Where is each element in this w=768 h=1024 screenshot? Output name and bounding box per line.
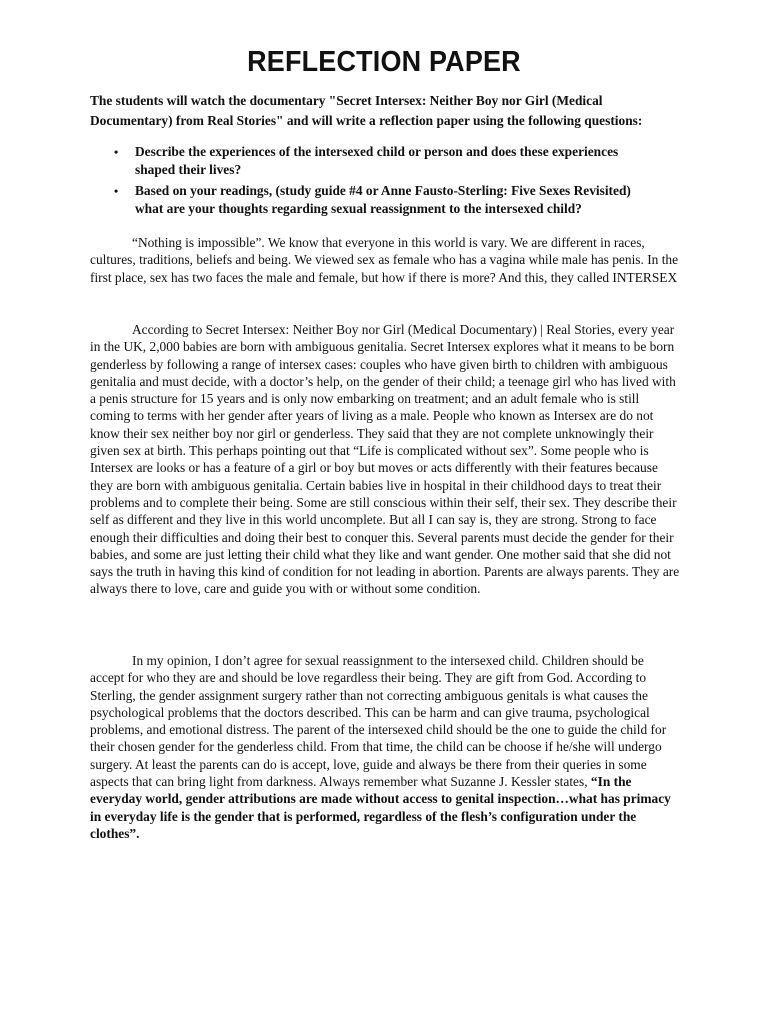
body-paragraph — [90, 652, 680, 842]
question-text: Based on your readings, (study guide #4 or Anne Fausto-Sterling: Five Sexes Revisited) what are your thoughts regarding sexual reassignment to the intersexed child? — [135, 183, 631, 216]
question-text: Describe the experiences of the intersexed child or person and does these experiences shaped their lives? — [135, 144, 619, 177]
question-item — [90, 143, 650, 179]
question-list — [90, 143, 650, 221]
body-paragraph: “Nothing is impossible”. We know that everyone in this world is vary. We are different in races, cultures, traditions, beliefs and being. We viewed sex as female who has a vagina while male has penis. In the first place, sex has two faces the male and female, but how if there is more? And this, they called INTERSEX — [90, 235, 679, 285]
intro-instructions: The students will watch the documentary "Secret Intersex: Neither Boy nor Girl (Medical Documentary) from Real Stories" and will write a reflection paper using the following questions: — [90, 93, 643, 128]
page-title: REFLECTION PAPER — [247, 46, 521, 78]
bullet-icon: • — [114, 184, 119, 198]
paragraph-text: In my opinion, I don’t agree for sexual reassignment to the intersexed child. Children should be accept for who they are and should be love regardless their being. They are gift from God. According to Sterling, the gender assignment surgery rather than not correcting ambiguous genitals is what causes the psychological problems that the doctors described. This can be harm and can give trauma, psychological problems, and emotional distress. The parent of the intersexed child should be the one to guide the child for their chosen gender for the genderless child. From that time, the child can be choose if he/she will undergo surgery. At least the parents can do is accept, love, guide and always be there from their queries in some aspects that can bring light from darkness. Always remember what Suzanne J. Kessler states, — [90, 653, 667, 790]
question-item — [90, 182, 650, 218]
bullet-icon: • — [114, 145, 119, 159]
body-paragraph: According to Secret Intersex: Neither Boy nor Girl (Medical Documentary) | Real Stories, every year in the UK, 2,000 babies are born with ambiguous genitalia. Secret Intersex explores what it means to be born genderless by following a range of intersex cases: couples who have given birth to children with ambiguous genitalia and must decide, with a doctor’s help, on the gender of their child; a teenage girl who has lived with a penis structure for 15 years and is only now embarking on treatment; and an adult female who is still coming to terms with her gender after years of living as a male. People who known as Intersex are do not know their sex neither boy nor girl or genderless. They said that they are not complete unknowingly their given sex at birth. This perhaps pointing out that “Life is complicated without sex”. Some people who is Intersex are looks or has a feature of a girl or boy but moves or acts differently with their features because they are born with ambiguous genitalia. Certain babies live in hospital in their childhood days to treat their problems and to complete their being. Some are still conscious within their self, their sex. They describe their self as different and they live in this world uncomplete. But all I can say is, they are strong. Strong to face enough their difficulties and doing their best to conquer this. Several parents must decide the gender for their babies, and some are just letting their child what they like and want gender. One mother said that she did not says the truth in having this kind of condition for not leading in abortion. Parents are always parents. They are always there to love, care and guide you with or without some condition. — [90, 322, 680, 597]
kessler-quote: “In the everyday world, gender attributions are made without access to genital inspection…what has primacy in everyday life is the gender that is performed, regardless of the flesh’s configuration under the clothes”. — [90, 774, 671, 841]
